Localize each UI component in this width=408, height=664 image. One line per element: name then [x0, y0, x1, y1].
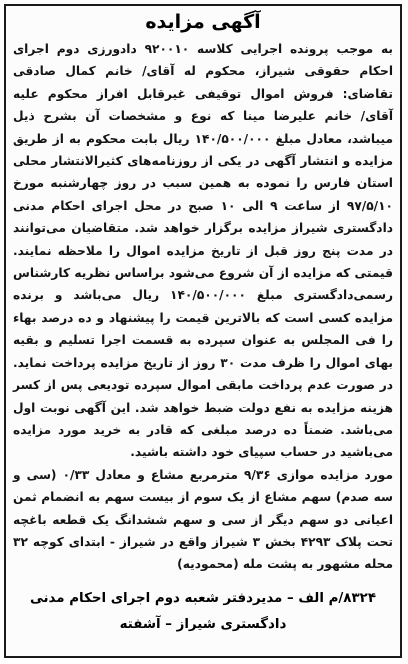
signature-line-office: دادگستری شیراز – آشفته	[119, 616, 287, 632]
notice-signature	[13, 586, 393, 638]
notice-body	[13, 38, 393, 576]
notice-paragraph-terms: به موجب پرونده اجرایی کلاسه ۹۲۰۰۱۰ دادورزی دوم اجرای احکام حقوقی شیراز، محکوم له آقای/ خانم کمال صادقی تقاضای: فروش اموال توقیفی غیرقابل افراز محکوم علیه آقای/ خانم علیرضا مینا که نوع و مشخصات آن بشرح ذیل میباشد، معادل مبلغ ۱۴۰/۵۰۰/۰۰۰ ریال بابت محکوم به از طریق مزایده و انتشار آگهی در یکی از روزنامه‌های کثیرالانتشار محلی استان فارس را نموده به همین سبب در روز چهارشنبه مورخ ۹۷/۵/۱۰ از ساعت ۹ الی ۱۰ صبح در محل اجرای احکام مدنی دادگستری شیراز مزایده برگزار خواهد شد. متقاضیان می‌توانند در مدت پنج روز قبل از تاریخ مزایده اموال را ملاحظه نمایند. قیمتی که مزایده از آن شروع می‌شود براساس نظریه کارشناس رسمی‌دادگستری مبلغ ۱۴۰/۵۰۰/۰۰۰ ریال می‌باشد و برنده مزایده کسی است که بالاترین قیمت را پیشنهاد و ده درصد بهاء را فی المجلس به عنوان سپرده به قسمت اجرا تسلیم و بقیه بهای اموال را ظرف مدت ۳۰ روز از تاریخ مزایده پرداخت نماید. در صورت عدم پرداخت مابقی اموال سپرده تودیعی پس از کسر هزینه مزایده به نفع دولت ضبط خواهد شد. این آگهی نوبت اول می‌باشد. ضمناً ده درصد مبلغی که قادر به خرید مورد مزایده می‌باشید در حساب سپیای خود داشته باشید.	[13, 42, 394, 460]
notice-title: آگهی مزایده	[145, 11, 261, 33]
auction-notice	[4, 4, 402, 658]
notice-paragraph-property: مورد مزایده موازی ۹/۳۶ مترمربع مشاع و معادل ۰/۳۳ (سی و سه صدم) سهم مشاع از یک سوم از بیست سهم به انضمام ثمن اعیانی دو سهم دیگر از سی و سهم ششدانگ یک قطعه باغچه تحت پلاک ۴۲۹۳ بخش ۳ شیراز واقع در شیراز - ابتدای کوچه ۳۲ محله مشهور به پشت مله (محمودیه)	[13, 467, 393, 572]
signature-line-reference: ۸۳۲۴/م الف – مدیردفتر شعبه دوم اجرای احکام مدنی	[29, 590, 376, 606]
